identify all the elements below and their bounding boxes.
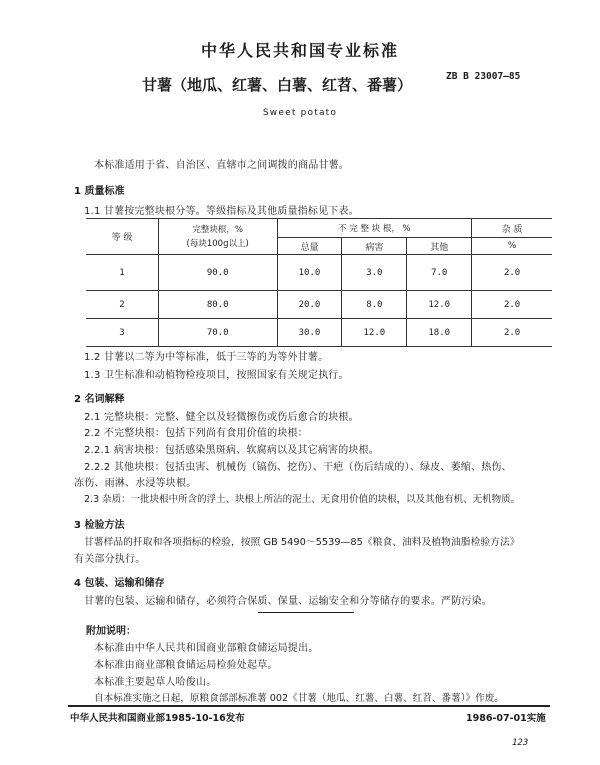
page-title: 甘薯（地瓜、红薯、白薯、红苕、番薯） — [142, 76, 413, 94]
note-line-1: 本标准由中华人民共和国商业部粮食储运局提出。 — [94, 643, 319, 654]
clause-2-3: 2.3 杂质：一批块根中所含的浮土、块根上所沾的泥土、无食用价值的块根，以及其他有机、无机物质。 — [84, 494, 521, 505]
cell-impurity: 2.0 — [472, 255, 552, 291]
cell-total: 10.0 — [277, 255, 342, 291]
notes-heading: 附加说明： — [86, 626, 136, 637]
page-number: 123 — [512, 738, 529, 748]
note-line-4: 自本标准实施之日起，原粮食部部标准薯 002《甘薯（地瓜、红薯、白薯、红苕、番薯）》作废。 — [94, 693, 504, 704]
clause-2-2: 2.2 不完整块根：包括下列尚有食用价值的块根： — [84, 428, 308, 439]
col-header-disease: 病害 — [342, 238, 407, 255]
col-header-total: 总量 — [277, 238, 342, 255]
col-header-complete-line1: 完整块根，% — [192, 224, 243, 235]
clause-1-3: 1.3 卫生标准和动植物检疫项目，按照国家有关规定执行。 — [84, 370, 349, 381]
section-4-heading: 4 包装、运输和储存 — [74, 578, 165, 589]
cell-other: 7.0 — [407, 255, 472, 291]
standard-code: ZB B 23007—85 — [446, 71, 521, 82]
cell-disease: 12.0 — [342, 319, 407, 347]
cell-grade: 2 — [86, 291, 158, 319]
table-row — [86, 255, 552, 291]
footer-rule — [68, 705, 550, 707]
clause-2-1: 2.1 完整块根：完整、健全以及轻微擦伤或伤后愈合的块根。 — [84, 412, 359, 423]
cell-complete: 70.0 — [158, 319, 277, 347]
table-row — [86, 291, 552, 319]
table-row — [86, 319, 552, 347]
col-header-impurity: 杂 质 — [472, 219, 552, 238]
issue-date: 中华人民共和国商业部1985-10-16发布 — [70, 713, 245, 724]
cell-grade: 1 — [86, 255, 158, 291]
notes-divider — [258, 612, 354, 613]
col-header-complete-line2: (每块100g以上) — [186, 238, 249, 249]
effective-date: 1986-07-01实施 — [466, 713, 546, 724]
clause-1-2: 1.2 甘薯以二等为中等标准，低于三等的为等外甘薯。 — [84, 352, 329, 363]
english-title: Sweet potato — [262, 108, 338, 118]
test-method-paragraph-cont: 有关部分执行。 — [74, 554, 146, 565]
cell-complete: 90.0 — [158, 255, 277, 291]
cell-grade: 3 — [86, 319, 158, 347]
clause-2-2-2-cont: 冻伤、雨淋、水浸等块根。 — [74, 478, 197, 489]
packaging-paragraph: 甘薯的包装、运输和储存，必须符合保质、保量、运输安全和分等储存的要求。严防污染。 — [84, 596, 492, 607]
cell-impurity: 2.0 — [472, 291, 552, 319]
test-method-paragraph: 甘薯样品的扦取和各项指标的检验，按照 GB 5490～5539—85《粮食、油料及植物油脂检验方法》 — [84, 537, 520, 548]
cell-complete: 80.0 — [158, 291, 277, 319]
clause-1-1: 1.1 甘薯按完整块根分等。等级指标及其他质量指标见下表。 — [84, 206, 359, 217]
section-2-heading: 2 名词解释 — [74, 394, 125, 405]
cell-total: 30.0 — [277, 319, 342, 347]
cell-disease: 3.0 — [342, 255, 407, 291]
col-header-other: 其他 — [407, 238, 472, 255]
clause-2-2-2: 2.2.2 其他块根：包括虫害、机械伤（镐伤、挖伤）、干疤（伤后结成的）、绿皮、萎缩、热伤、 — [84, 462, 512, 473]
col-header-grade: 等 级 — [86, 219, 158, 255]
cell-total: 20.0 — [277, 291, 342, 319]
cell-disease: 8.0 — [342, 291, 407, 319]
note-line-3: 本标准主要起草人哈俊山。 — [94, 677, 217, 688]
cell-other: 12.0 — [407, 291, 472, 319]
scope-paragraph: 本标准适用于省、自治区、直辖市之间调拨的商品甘薯。 — [94, 160, 349, 171]
col-header-complete — [158, 219, 277, 255]
col-header-impurity-unit: % — [472, 238, 552, 255]
cell-other: 18.0 — [407, 319, 472, 347]
issuing-authority: 中华人民共和国专业标准 — [200, 41, 399, 60]
note-line-2: 本标准由商业部粮食储运局检验处起草。 — [94, 660, 278, 671]
clause-2-2-1: 2.2.1 病害块根：包括感染黑斑病、软腐病以及其它病害的块根。 — [84, 445, 380, 456]
section-1-heading: 1 质量标准 — [74, 186, 125, 197]
cell-impurity: 2.0 — [472, 319, 552, 347]
quality-grade-table — [86, 218, 552, 347]
section-3-heading: 3 检验方法 — [74, 520, 125, 531]
col-header-incomplete: 不 完 整 块 根， % — [277, 219, 472, 238]
